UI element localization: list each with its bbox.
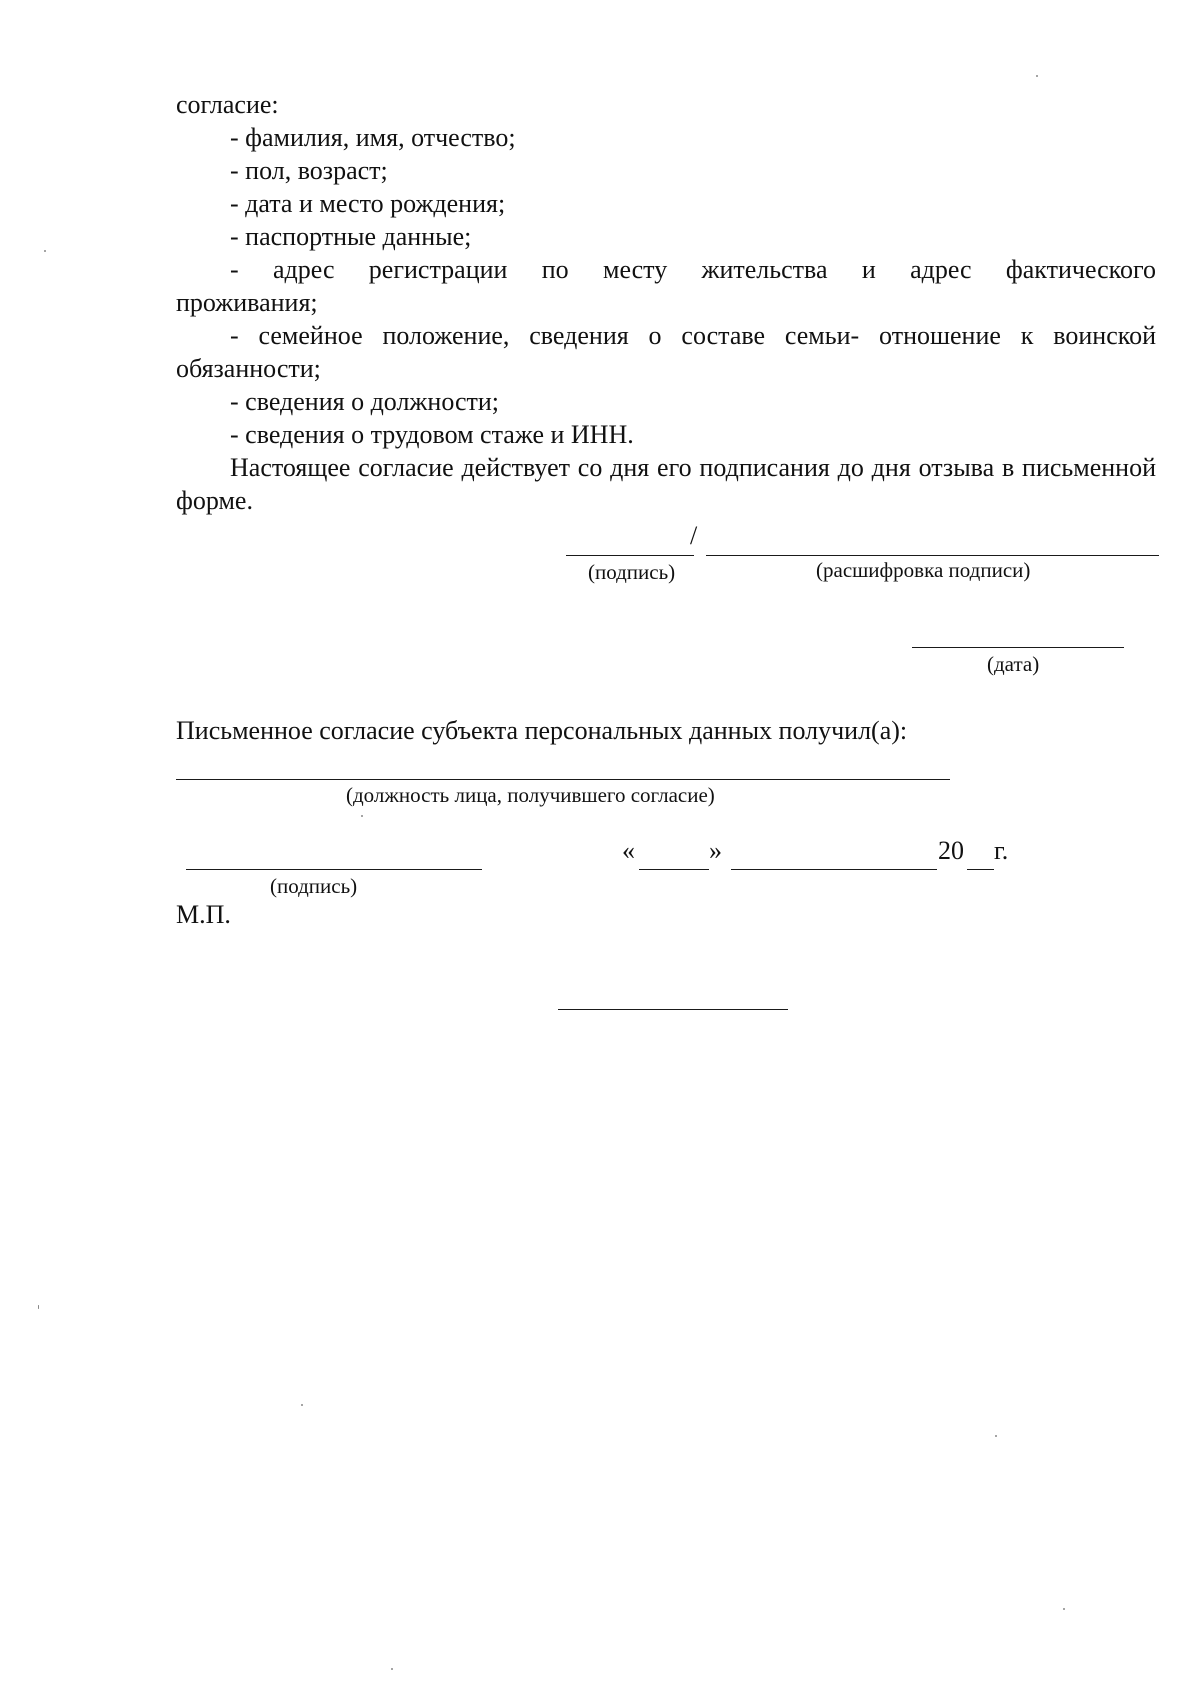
list-item-address-line2: проживания;: [176, 288, 318, 317]
signature-line: [566, 555, 694, 556]
scan-speck: [995, 1435, 997, 1437]
list-item-address-line1: [176, 253, 1156, 286]
signature-transcript-line: [706, 555, 1159, 556]
scan-speck: [361, 815, 363, 817]
year-prefix: 20: [938, 836, 964, 865]
validity-text: Настоящее согласие действует со дня его подписания до дня отзыва в письменной форме.: [176, 453, 1156, 515]
consent-body: [176, 88, 1156, 517]
scan-speck: [1063, 1608, 1065, 1610]
list-item-gender-age: - пол, возраст;: [230, 156, 388, 185]
date-open-quote: «: [622, 836, 635, 865]
scan-speck: [1036, 75, 1038, 77]
intro-text: согласие:: [176, 90, 279, 119]
date-caption: (дата): [987, 652, 1040, 676]
address-text: - адрес регистрации по месту жительства и адрес фактического: [230, 255, 1156, 284]
list-item-birth: - дата и место рождения;: [230, 189, 506, 218]
stamp-placeholder: М.П.: [176, 900, 231, 929]
position-line: [176, 779, 950, 780]
closing-separator-line: [558, 1009, 788, 1010]
year-suffix: г.: [994, 836, 1009, 865]
month-line: [731, 869, 937, 870]
list-item-experience: - сведения о трудовом стаже и ИНН.: [230, 420, 634, 449]
signature-slash: /: [690, 521, 698, 550]
scan-speck: [391, 1668, 393, 1670]
scan-speck: [44, 250, 46, 252]
date-line: [912, 647, 1124, 648]
list-item-passport: - паспортные данные;: [230, 222, 472, 251]
list-item-position: - сведения о должности;: [230, 387, 500, 416]
receiver-signature-line: [186, 869, 482, 870]
scan-speck: [301, 1404, 303, 1406]
list-item-name: - фамилия, имя, отчество;: [230, 123, 516, 152]
signature-caption: (подпись): [588, 560, 676, 584]
receiver-signature-caption: (подпись): [270, 874, 358, 898]
scan-speck: [38, 1305, 39, 1309]
year-line: [967, 869, 994, 870]
receipt-heading: Письменное согласие субъекта персональных данных получил(а):: [176, 716, 908, 745]
position-caption: (должность лица, получившего согласие): [346, 783, 715, 807]
list-item-family: - семейное положение, сведения о составе семьи- отношение к воинской обязанности;: [176, 321, 1156, 383]
signature-transcript-caption: (расшифровка подписи): [816, 558, 1031, 582]
day-line: [639, 869, 709, 870]
date-close-quote: »: [709, 836, 722, 865]
